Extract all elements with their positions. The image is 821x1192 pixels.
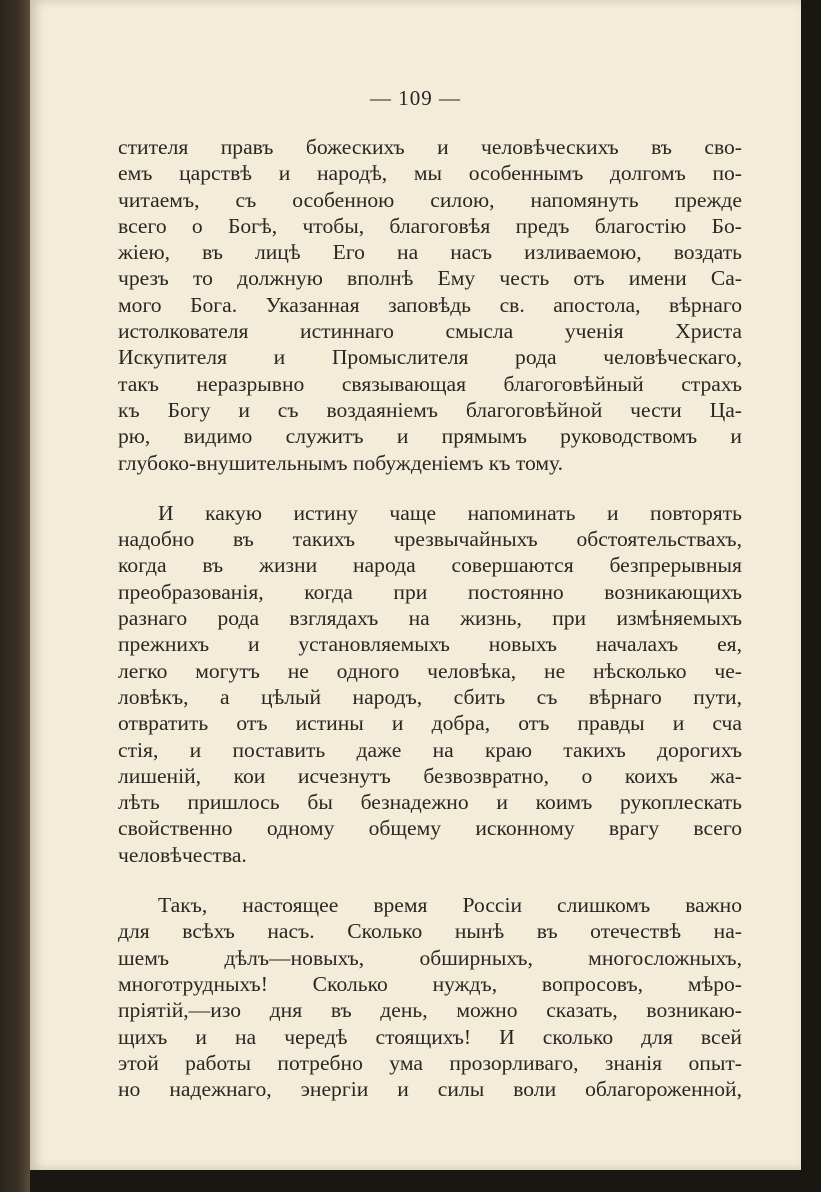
text-line: Искупителя и Промыслителя рода человѣческаго, [118,345,742,370]
book-page [30,0,801,1170]
paragraph-1 [118,134,742,476]
text-line: пріятій,—изо дня въ день, можно сказать, возникаю- [118,998,742,1023]
text-line: для всѣхъ насъ. Сколько нынѣ въ отечествѣ на- [118,919,742,944]
text-line: прежнихъ и установляемыхъ новыхъ началахъ ея, [118,632,742,657]
text-line: этой работы потребно ума прозорливаго, знанія опыт- [118,1050,742,1075]
text-line: ловѣкъ, а цѣлый народъ, сбить съ вѣрнаго пути, [118,684,742,709]
text-line: истолкователя истиннаго смысла ученія Христа [118,319,742,344]
text-line: стителя правъ божескихъ и человѣческихъ въ сво- [118,135,742,159]
page-text [118,134,742,1102]
text-line: всего о Богѣ, чтобы, благоговѣя предъ благостію Бо- [118,213,742,238]
text-line: емъ царствѣ и народѣ, мы особеннымъ долгомъ по- [118,161,742,186]
text-line: лишеній, кои исчезнутъ безвозвратно, о коихъ жа- [118,763,742,788]
text-line: рю, видимо служитъ и прямымъ руководствомъ и [118,424,742,449]
text-line: И какую истину чаще напоминать и повторять [158,500,742,525]
text-line: читаемъ, съ особенною силою, напомянуть прежде [118,187,742,212]
text-line: лѣть пришлось бы безнадежно и коимъ рукоплескать [118,790,742,815]
text-line: мого Бога. Указанная заповѣдь св. апостола, вѣрнаго [118,292,742,317]
text-line: щихъ и на чередѣ стоящихъ! И сколько для всей [118,1024,742,1049]
text-line: шемъ дѣлъ—новыхъ, обширныхъ, многосложныхъ, [118,945,742,970]
text-line: Такъ, настоящее время Россіи слишкомъ важно [158,893,742,918]
text-line: чрезъ то должную вполнѣ Ему честь отъ имени Са- [118,266,742,291]
text-line: такъ неразрывно связывающая благоговѣйный страхъ [118,371,742,396]
text-line: отвратить отъ истины и добра, отъ правды и сча [118,711,742,736]
text-line: къ Богу и съ воздаяніемъ благоговѣйной чести Ца- [118,397,742,422]
text-line: человѣчества. [118,842,247,867]
text-line: когда въ жизни народа совершаются безпрерывныя [118,553,742,578]
text-line: жіею, въ лицѣ Его на насъ изливаемою, воздать [118,240,742,265]
text-line: надобно въ такихъ чрезвычайныхъ обстоятельствахъ, [118,527,742,552]
text-line: но надежнаго, энергіи и силы воли облагороженной, [118,1077,742,1102]
text-line: разнаго рода взглядахъ на жизнь, при измѣняемыхъ [118,606,742,631]
book-spine-shadow [0,0,30,1192]
text-line: преобразованія, когда при постоянно возникающихъ [118,579,742,604]
paragraph-3 [118,892,742,1102]
text-line: глубоко-внушительнымъ побужденіемъ къ тому. [118,450,564,475]
text-line: свойственно одному общему исконному врагу всего [118,816,742,841]
text-line: легко могутъ не одного человѣка, не нѣсколько че- [118,658,742,683]
text-line: многотрудныхъ! Сколько нуждъ, вопросовъ, мѣро- [118,971,742,996]
paragraph-2 [118,500,742,868]
page-number: — 109 — [370,86,461,110]
text-line: стія, и поставить даже на краю такихъ дорогихъ [118,737,742,762]
